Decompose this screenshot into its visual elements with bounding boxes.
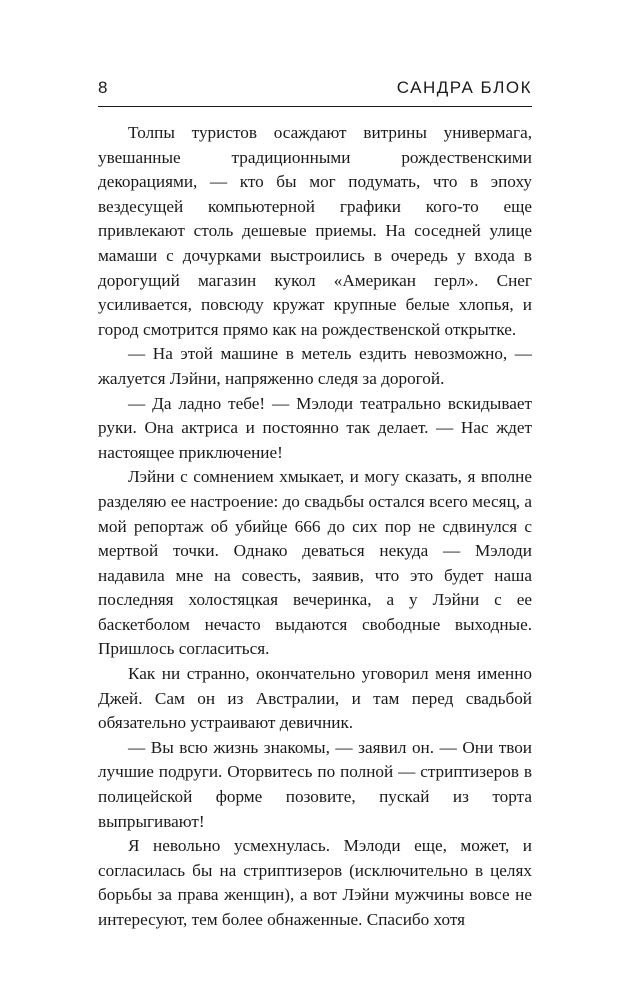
paragraph: — Да ладно тебе! — Мэлоди театрально вскидывает руки. Она актриса и постоянно так делает. — Нас ждет настоящее приключение!	[98, 393, 532, 462]
paragraph: — Вы всю жизнь знакомы, — заявил он. — Они твои лучшие подруги. Оторвитесь по полной — стриптизеров в полицейской форме позовите, пускай из торта выпрыгивают!	[98, 737, 532, 831]
paragraph: Толпы туристов осаждают витрины универмага, увешанные традиционными рождественскими декорациями, — кто бы мог подумать, что в эпоху вездесущей компьютерной графики кого-то еще привлекают столь дешевые приемы. На соседней улице мамаши с дочурками выстроились в очередь у входа в дорогущий магазин кукол «Американ герл». Снег усиливается, повсюду кружат крупные белые хлопья, и город смотрится прямо как на рождественской открытке.	[98, 123, 532, 339]
header-rule	[98, 106, 532, 107]
page-number: 8	[98, 78, 109, 97]
body-text	[98, 121, 532, 933]
running-title: САНДРА БЛОК	[396, 78, 532, 97]
paragraph: Я невольно усмехнулась. Мэлоди еще, может, и согласилась бы на стриптизеров (исключительно в целях борьбы за права женщин), а вот Лэйни мужчины вовсе не интересуют, тем более обнаженные. Спасибо хотя	[98, 836, 532, 929]
paragraph: Как ни странно, окончательно уговорил меня именно Джей. Сам он из Австралии, и там перед свадьбой обязательно устраивают девичник.	[98, 664, 532, 733]
running-header	[98, 78, 532, 102]
paragraph: Лэйни с сомнением хмыкает, и могу сказать, я вполне разделяю ее настроение: до свадьбы остался всего месяц, а мой репортаж об убийце 666 до сих пор не сдвинулся с мертвой точки. Однако деваться некуда — Мэлоди надавила мне на совесть, заявив, что это будет наша последняя холостяцкая вечеринка, а у Лэйни с ее баскетболом нечасто выдаются свободные выходные. Пришлось согласиться.	[98, 467, 532, 659]
paragraph: — На этой машине в метель ездить невозможно, — жалуется Лэйни, напряженно следя за дорогой.	[98, 344, 532, 388]
